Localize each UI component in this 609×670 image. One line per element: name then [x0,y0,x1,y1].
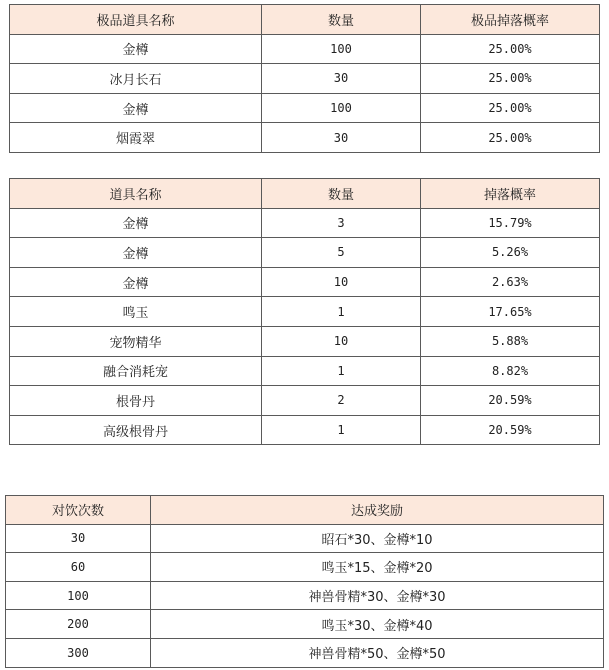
quantity-cell: 3 [262,208,421,238]
table-row [10,386,600,416]
item-name-cell: 金樽 [10,208,262,238]
column-header-drop-rate: 掉落概率 [421,179,600,209]
item-name-cell: 冰月长石 [10,64,262,94]
table-row [10,356,600,386]
drink-count-cell: 300 [6,638,151,667]
drop-rate-cell: 8.82% [421,356,600,386]
table-row [10,326,600,356]
table-row [10,208,600,238]
quantity-cell: 100 [262,34,421,64]
table-row [6,610,604,639]
quantity-cell: 1 [262,356,421,386]
drop-rate-cell: 17.65% [421,297,600,327]
drop-rate-cell: 25.00% [421,34,600,64]
table-row [10,297,600,327]
drop-rate-cell: 5.26% [421,238,600,268]
reward-cell: 鸣玉*30、金樽*40 [151,610,604,639]
table-row [6,638,604,667]
drop-rate-cell: 5.88% [421,326,600,356]
table-row [10,64,600,94]
item-name-cell: 根骨丹 [10,386,262,416]
drink-count-cell: 200 [6,610,151,639]
drop-rate-cell: 2.63% [421,267,600,297]
reward-cell: 昭石*30、金樽*10 [151,524,604,553]
drop-rate-cell: 20.59% [421,386,600,416]
item-name-cell: 宠物精华 [10,326,262,356]
table-header-row [10,5,600,35]
table-row [6,581,604,610]
column-header-drink-count: 对饮次数 [6,496,151,525]
table-header-row [10,179,600,209]
item-name-cell: 鸣玉 [10,297,262,327]
table-row [6,524,604,553]
reward-cell: 神兽骨精*30、金樽*30 [151,581,604,610]
table-row [10,93,600,123]
quantity-cell: 1 [262,415,421,445]
quantity-cell: 30 [262,123,421,153]
quantity-cell: 5 [262,238,421,268]
item-name-cell: 金樽 [10,267,262,297]
column-header-item-name: 道具名称 [10,179,262,209]
table-row [6,553,604,582]
item-name-cell: 金樽 [10,238,262,268]
item-name-cell: 高级根骨丹 [10,415,262,445]
drink-count-cell: 60 [6,553,151,582]
table-row [10,238,600,268]
drink-count-cell: 30 [6,524,151,553]
table-row [10,123,600,153]
table-row [10,34,600,64]
drop-rate-cell: 25.00% [421,93,600,123]
item-name-cell: 金樽 [10,93,262,123]
table-row [10,267,600,297]
table-row [10,415,600,445]
column-header-quantity: 数量 [262,179,421,209]
drop-rate-cell: 25.00% [421,64,600,94]
drop-rate-cell: 15.79% [421,208,600,238]
quantity-cell: 2 [262,386,421,416]
premium-drop-table [9,4,600,153]
reward-cell: 鸣玉*15、金樽*20 [151,553,604,582]
quantity-cell: 10 [262,326,421,356]
item-name-cell: 金樽 [10,34,262,64]
quantity-cell: 30 [262,64,421,94]
quantity-cell: 100 [262,93,421,123]
drink-count-cell: 100 [6,581,151,610]
item-name-cell: 融合消耗宠 [10,356,262,386]
column-header-quantity: 数量 [262,5,421,35]
column-header-reward: 达成奖励 [151,496,604,525]
quantity-cell: 1 [262,297,421,327]
quantity-cell: 10 [262,267,421,297]
item-name-cell: 烟霞翠 [10,123,262,153]
column-header-item-name: 极品道具名称 [10,5,262,35]
drop-rate-cell: 20.59% [421,415,600,445]
table-header-row [6,496,604,525]
drop-rate-cell: 25.00% [421,123,600,153]
item-drop-table [9,178,600,445]
column-header-drop-rate: 极品掉落概率 [421,5,600,35]
reward-cell: 神兽骨精*50、金樽*50 [151,638,604,667]
drinking-rewards-table [5,495,604,668]
